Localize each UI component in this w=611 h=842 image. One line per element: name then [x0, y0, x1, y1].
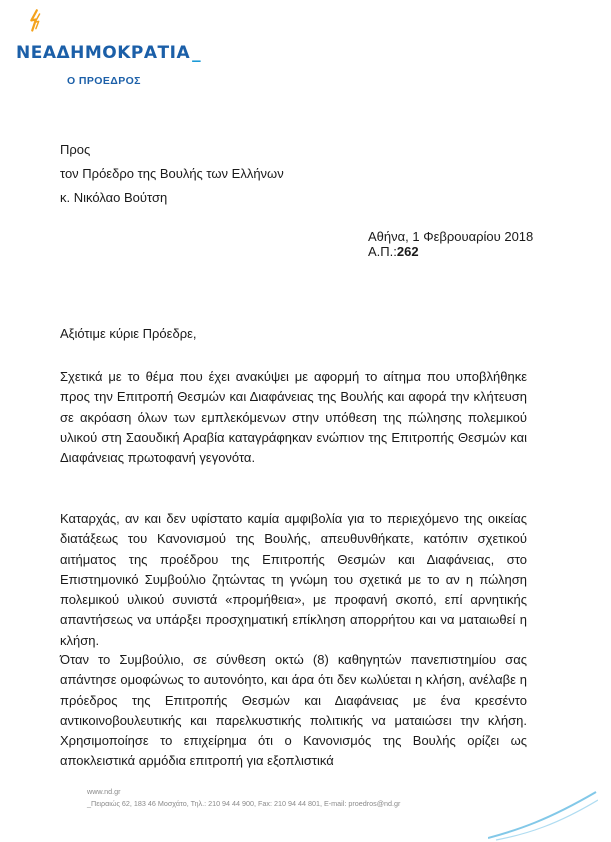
logo-underscore: _ — [192, 43, 202, 63]
recipient-line-name: κ. Νικόλαο Βούτση — [60, 190, 168, 205]
party-logo — [16, 45, 201, 62]
recipient-line-to: Προς — [60, 142, 91, 157]
letter-date: Αθήνα, 1 Φεβρουαρίου 2018 — [368, 229, 534, 244]
recipient-block — [60, 138, 284, 210]
reference-number — [368, 244, 533, 259]
footer-wave-icon — [488, 790, 598, 842]
reference-label: Α.Π.: — [368, 244, 397, 259]
recipient-line-title: τον Πρόεδρο της Βουλής των Ελλήνων — [60, 166, 284, 181]
office-label: Ο ΠΡΟΕΔΡΟΣ — [67, 75, 141, 87]
salutation: Αξιότιμε κύριε Πρόεδρε, — [60, 326, 197, 341]
footer — [87, 786, 400, 810]
body-paragraph-2: Καταρχάς, αν και δεν υφίστατο καμία αμφιβολία για το περιεχόμενο της οικείας διατάξεως του Κανονισμού της Βουλής, απευθυνθήκατε, κατόπιν σχετικού αιτήματος της προέδρου της Επιτροπής Θεσμών και Διαφάνειας, στο Επιστημονικό Συμβούλιο ζητώντας τη γνώμη του σχετικά με το αν η πώληση πολεμικού υλικού συνιστά «προμήθεια», με προφανή σκοπό, επί αρνητικής απαντήσεως να υπάρξει προσχηματική επίκληση απορρήτου και να ματαιωθεί η κλήση. — [60, 511, 527, 648]
reference-value: 262 — [396, 244, 419, 259]
footer-address: _Πειραιώς 62, 183 46 Μοσχάτο, Τηλ.: 210 94 44 900, Fax: 210 94 44 801, E-mail: proedros@nd.gr — [87, 799, 401, 808]
body-paragraph-1: Σχετικά με το θέμα που έχει ανακύψει με αφορμή το αίτημα που υποβλήθηκε προς την Επιτροπή Θεσμών και Διαφάνειας της Βουλής και αφορά την κλήτευση σε ακρόαση όλων των εμπλεκόμενων στην υπόθεση της πώλησης πολεμικού υλικού στη Σαουδική Αραβία καταγράφηκαν ενώπιον της Επιτροπής Θεσμών και Διαφάνειας πρωτοφανή γεγονότα. — [60, 369, 527, 466]
logo-wordmark: ΝΕΑΔΗΜΟΚΡΑΤΙΑ — [16, 43, 191, 63]
party-torch-icon — [24, 8, 46, 42]
footer-website: www.nd.gr — [87, 787, 121, 796]
date-block — [368, 229, 533, 259]
body-paragraph-3: Όταν το Συμβούλιο, σε σύνθεση οκτώ (8) καθηγητών πανεπιστημίου σας απάντησε ομοφώνως το αυτονόητο, και άρα ότι δεν κωλύεται η κλήση, ανέλαβε η πρόεδρος της Επιτροπής Θεσμών και Διαφάνειας με ένα κρεσέντο αντικοινοβουλευτικής και παρελκυστικής πολιτικής να ματαιώσει την κλήση. Χρησιμοποίησε το επιχείρημα ότι ο Κανονισμός της Βουλής ορίζει ως αποκλειστικά αρμόδια επιτροπή για εξοπλιστικά — [60, 652, 527, 769]
